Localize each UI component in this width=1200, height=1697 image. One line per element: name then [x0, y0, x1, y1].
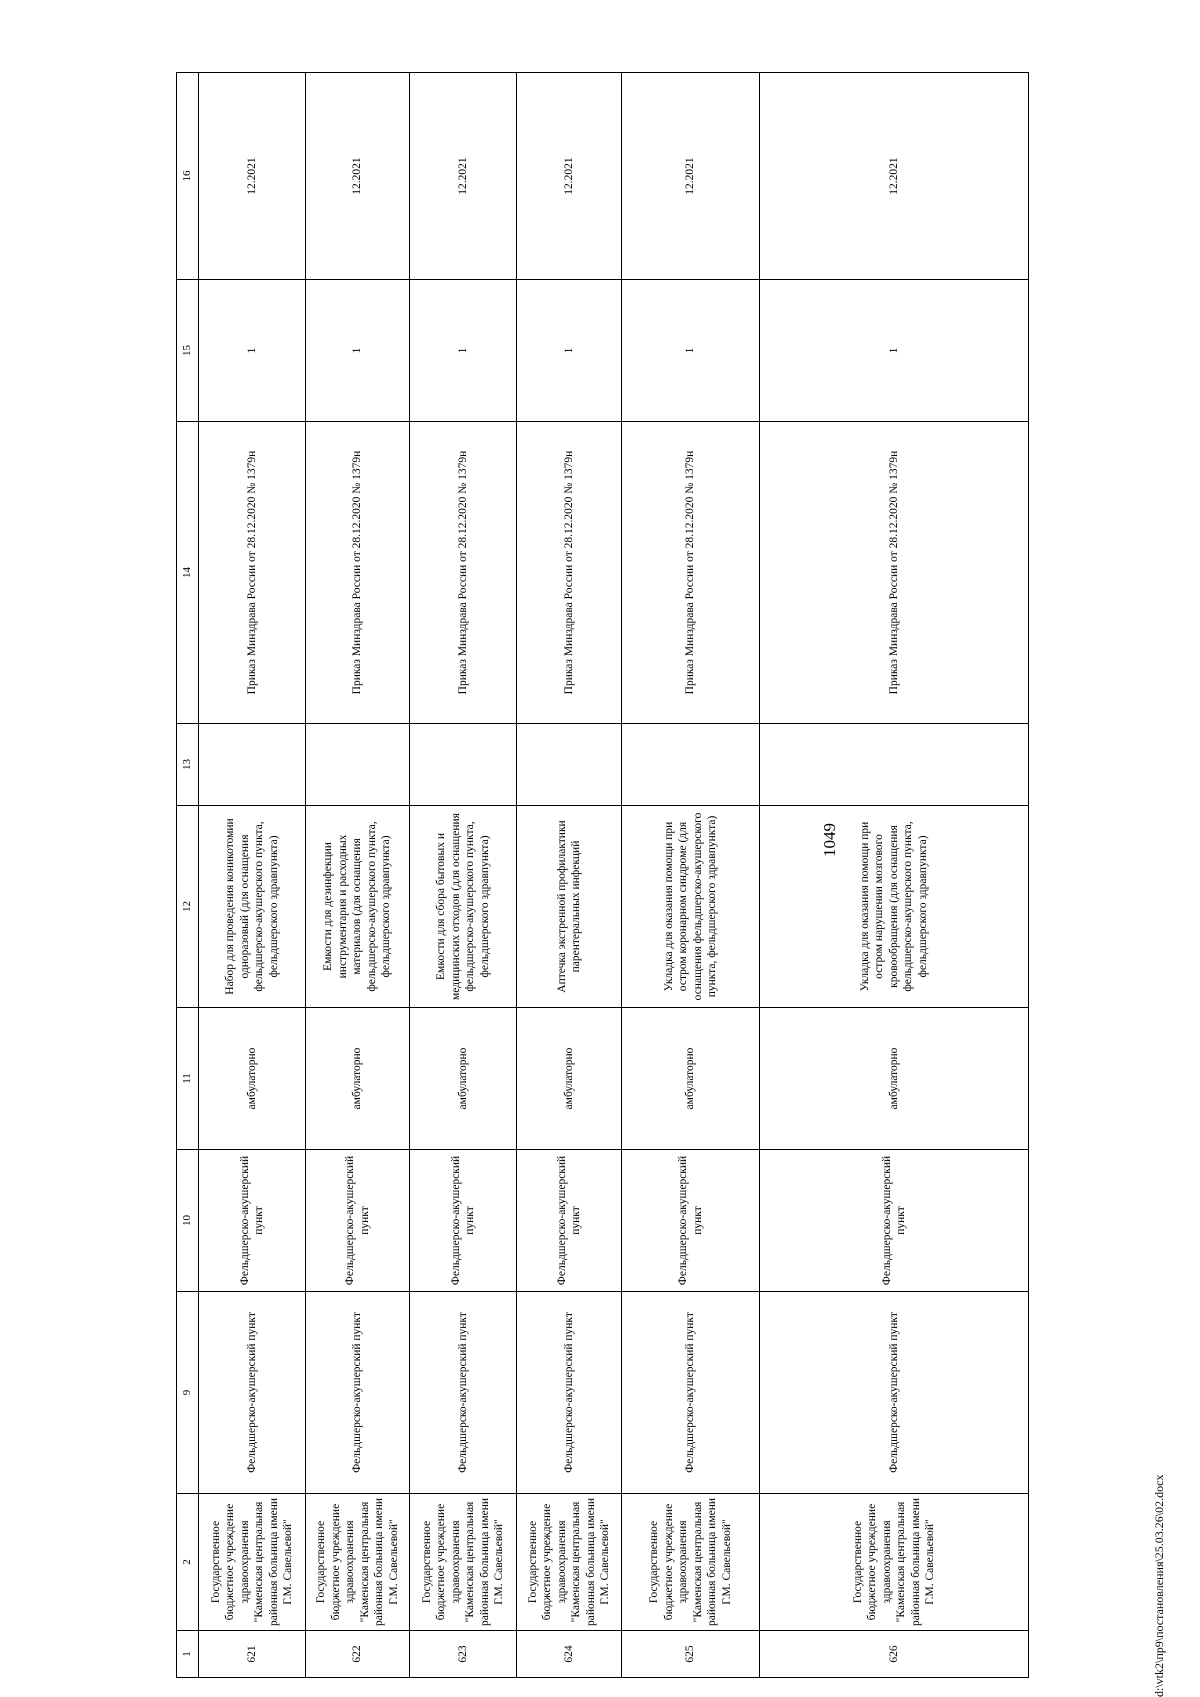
column-number-13: 13	[177, 724, 199, 806]
institution-cell: Государственное бюджетное учреждение здравоохранения "Каменская центральная районная больница имени Г.М. Савельевой"	[410, 1494, 517, 1631]
empty-cell	[622, 724, 760, 806]
order-cell: Приказ Минздрава России от 28.12.2020 № 1379н	[199, 422, 306, 724]
order-cell: Приказ Минздрава России от 28.12.2020 № 1379н	[410, 422, 517, 724]
empty-cell	[199, 724, 306, 806]
header-row	[177, 73, 199, 1678]
institution-cell: Государственное бюджетное учреждение здравоохранения "Каменская центральная районная больница имени Г.М. Савельевой"	[306, 1494, 410, 1631]
column-number-9: 9	[177, 1292, 199, 1494]
institution-cell: Государственное бюджетное учреждение здравоохранения "Каменская центральная районная больница имени Г.М. Савельевой"	[622, 1494, 760, 1631]
table-row	[306, 73, 410, 1678]
row-number: 625	[622, 1631, 760, 1678]
item-cell: Емкости для сбора бытовых и медицинских отходов (для оснащения фельдшерско-акушерского пункта, фельдшерского здравпункта)	[410, 806, 517, 1008]
unit-cell: Фельдшерско-акушерский пункт	[410, 1292, 517, 1494]
column-number-1: 1	[177, 1631, 199, 1678]
file-path-footer: d:\vtk2\пр9\постановления\25.03.26\02.docx	[1152, 1474, 1166, 1697]
institution-cell: Государственное бюджетное учреждение здравоохранения "Каменская центральная районная больница имени Г.М. Савельевой"	[199, 1494, 306, 1631]
column-number-11: 11	[177, 1008, 199, 1150]
order-cell: Приказ Минздрава России от 28.12.2020 № 1379н	[517, 422, 622, 724]
item-cell: Укладка для оказания помощи при остром нарушении мозгового кровообращения (для оснащения фельдшерско-акушерского пункта, фельдшерского здравпункта)	[760, 806, 1029, 1008]
item-cell: Аптечка экстренной профилактики парентеральных инфекций	[517, 806, 622, 1008]
mode-cell: амбулаторно	[410, 1008, 517, 1150]
mode-cell: амбулаторно	[760, 1008, 1029, 1150]
column-number-10: 10	[177, 1150, 199, 1292]
order-cell: Приказ Минздрава России от 28.12.2020 № 1379н	[760, 422, 1029, 724]
order-cell: Приказ Минздрава России от 28.12.2020 № 1379н	[622, 422, 760, 724]
empty-cell	[306, 724, 410, 806]
column-number-12: 12	[177, 806, 199, 1008]
empty-cell	[410, 724, 517, 806]
empty-cell	[760, 724, 1029, 806]
date-cell: 12.2021	[517, 73, 622, 280]
quantity-cell: 1	[622, 280, 760, 422]
unit-cell: Фельдшерско-акушерский пункт	[306, 1292, 410, 1494]
item-cell: Набор для проведения коникотомии одноразовый (для оснащения фельдшерско-акушерского пункта, фельдшерского здравпункта)	[199, 806, 306, 1008]
institution-cell: Государственное бюджетное учреждение здравоохранения "Каменская центральная районная больница имени Г.М. Савельевой"	[760, 1494, 1029, 1631]
row-number: 624	[517, 1631, 622, 1678]
unit-cell: Фельдшерско-акушерский пункт	[622, 1292, 760, 1494]
subunit-cell: Фельдшерско-акушерский пункт	[306, 1150, 410, 1292]
order-cell: Приказ Минздрава России от 28.12.2020 № 1379н	[306, 422, 410, 724]
mode-cell: амбулаторно	[306, 1008, 410, 1150]
row-number: 621	[199, 1631, 306, 1678]
quantity-cell: 1	[199, 280, 306, 422]
quantity-cell: 1	[760, 280, 1029, 422]
column-number-14: 14	[177, 422, 199, 724]
page-number: 1049	[820, 823, 839, 857]
column-number-2: 2	[177, 1494, 199, 1631]
registry-table	[176, 72, 1029, 1678]
mode-cell: амбулаторно	[622, 1008, 760, 1150]
quantity-cell: 1	[410, 280, 517, 422]
table-row	[622, 73, 760, 1678]
unit-cell: Фельдшерско-акушерский пункт	[517, 1292, 622, 1494]
table-row	[410, 73, 517, 1678]
subunit-cell: Фельдшерско-акушерский пункт	[760, 1150, 1029, 1292]
column-number-15: 15	[177, 280, 199, 422]
row-number: 623	[410, 1631, 517, 1678]
date-cell: 12.2021	[410, 73, 517, 280]
row-number: 626	[760, 1631, 1029, 1678]
mode-cell: амбулаторно	[199, 1008, 306, 1150]
column-number-16: 16	[177, 73, 199, 280]
mode-cell: амбулаторно	[517, 1008, 622, 1150]
quantity-cell: 1	[517, 280, 622, 422]
table-row	[517, 73, 622, 1678]
subunit-cell: Фельдшерско-акушерский пункт	[622, 1150, 760, 1292]
date-cell: 12.2021	[306, 73, 410, 280]
date-cell: 12.2021	[622, 73, 760, 280]
table-row	[760, 73, 1029, 1678]
item-cell: Укладка для оказания помощи при остром коронарном синдроме (для оснащения фельдшерско-акушерского пункта, фельдшерского здравпункта)	[622, 806, 760, 1008]
empty-cell	[517, 724, 622, 806]
table-row	[199, 73, 306, 1678]
institution-cell: Государственное бюджетное учреждение здравоохранения "Каменская центральная районная больница имени Г.М. Савельевой"	[517, 1494, 622, 1631]
row-number: 622	[306, 1631, 410, 1678]
unit-cell: Фельдшерско-акушерский пункт	[199, 1292, 306, 1494]
subunit-cell: Фельдшерско-акушерский пункт	[199, 1150, 306, 1292]
date-cell: 12.2021	[760, 73, 1029, 280]
unit-cell: Фельдшерско-акушерский пункт	[760, 1292, 1029, 1494]
subunit-cell: Фельдшерско-акушерский пункт	[517, 1150, 622, 1292]
item-cell: Емкости для дезинфекции инструментария и расходных материалов (для оснащения фельдшерско-акушерского пункта, фельдшерского здравпункта)	[306, 806, 410, 1008]
subunit-cell: Фельдшерско-акушерский пункт	[410, 1150, 517, 1292]
quantity-cell: 1	[306, 280, 410, 422]
date-cell: 12.2021	[199, 73, 306, 280]
